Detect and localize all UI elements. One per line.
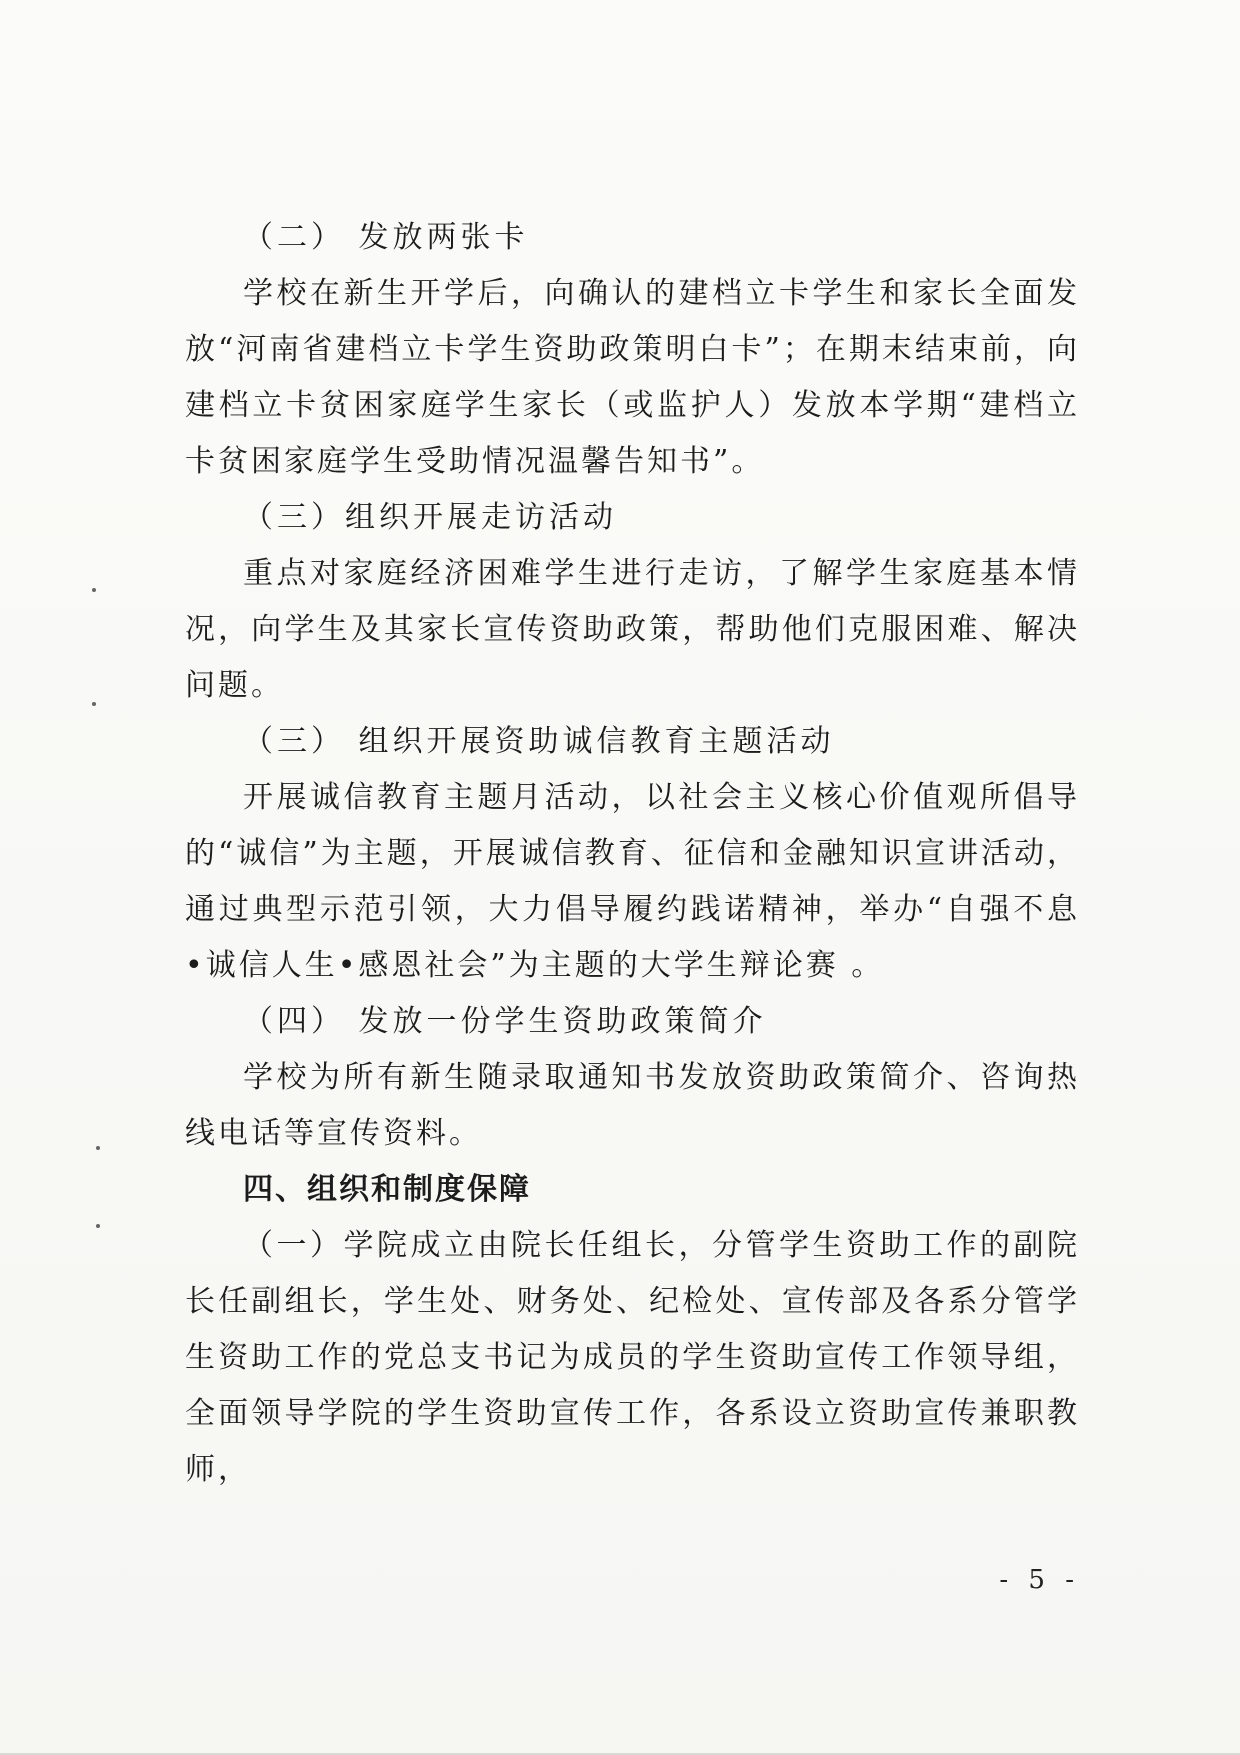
section-heading-integrity-education: （三） 组织开展资助诚信教育主题活动: [243, 724, 835, 759]
section-heading-two-cards: （二） 发放两张卡: [243, 220, 529, 255]
paragraph-two-cards: 学校在新生开学后，向确认的建档立卡学生和家长全面发放“河南省建档立卡学生资助政策明白卡”；在期末结束前，向建档立卡贫困家庭学生家长（或监护人）发放本学期“建档立卡贫困家庭学生受助情况温馨告知书”。: [185, 276, 1080, 479]
document-body: [185, 210, 1080, 1498]
scan-mark: [96, 1224, 100, 1228]
scan-mark: [92, 702, 96, 706]
section-heading-organization: 四、组织和制度保障: [243, 1172, 531, 1207]
page-number: - 5 -: [999, 1565, 1080, 1595]
scan-mark: [92, 588, 96, 592]
section-heading-policy-brief: （四） 发放一份学生资助政策简介: [243, 1004, 767, 1039]
scan-mark: [96, 1146, 100, 1150]
paragraph-organization: （一）学院成立由院长任组长，分管学生资助工作的副院长任副组长，学生处、财务处、纪检处、宣传部及各系分管学生资助工作的党总支书记为成员的学生资助宣传工作领导组，全面领导学院的学生资助宣传工作，各系设立资助宣传兼职教师，: [185, 1228, 1080, 1487]
paragraph-integrity-education: 开展诚信教育主题月活动，以社会主义核心价值观所倡导的“诚信”为主题，开展诚信教育、征信和金融知识宣讲活动，通过典型示范引领，大力倡导履约践诺精神，举办“自强不息•诚信人生•感恩社会”为主题的大学生辩论赛 。: [185, 780, 1080, 983]
paragraph-policy-brief: 学校为所有新生随录取通知书发放资助政策简介、咨询热线电话等宣传资料。: [185, 1060, 1080, 1151]
section-heading-visits: （三）组织开展走访活动: [243, 500, 617, 535]
paragraph-visits: 重点对家庭经济困难学生进行走访，了解学生家庭基本情况，向学生及其家长宣传资助政策，帮助他们克服困难、解决问题。: [185, 556, 1080, 703]
